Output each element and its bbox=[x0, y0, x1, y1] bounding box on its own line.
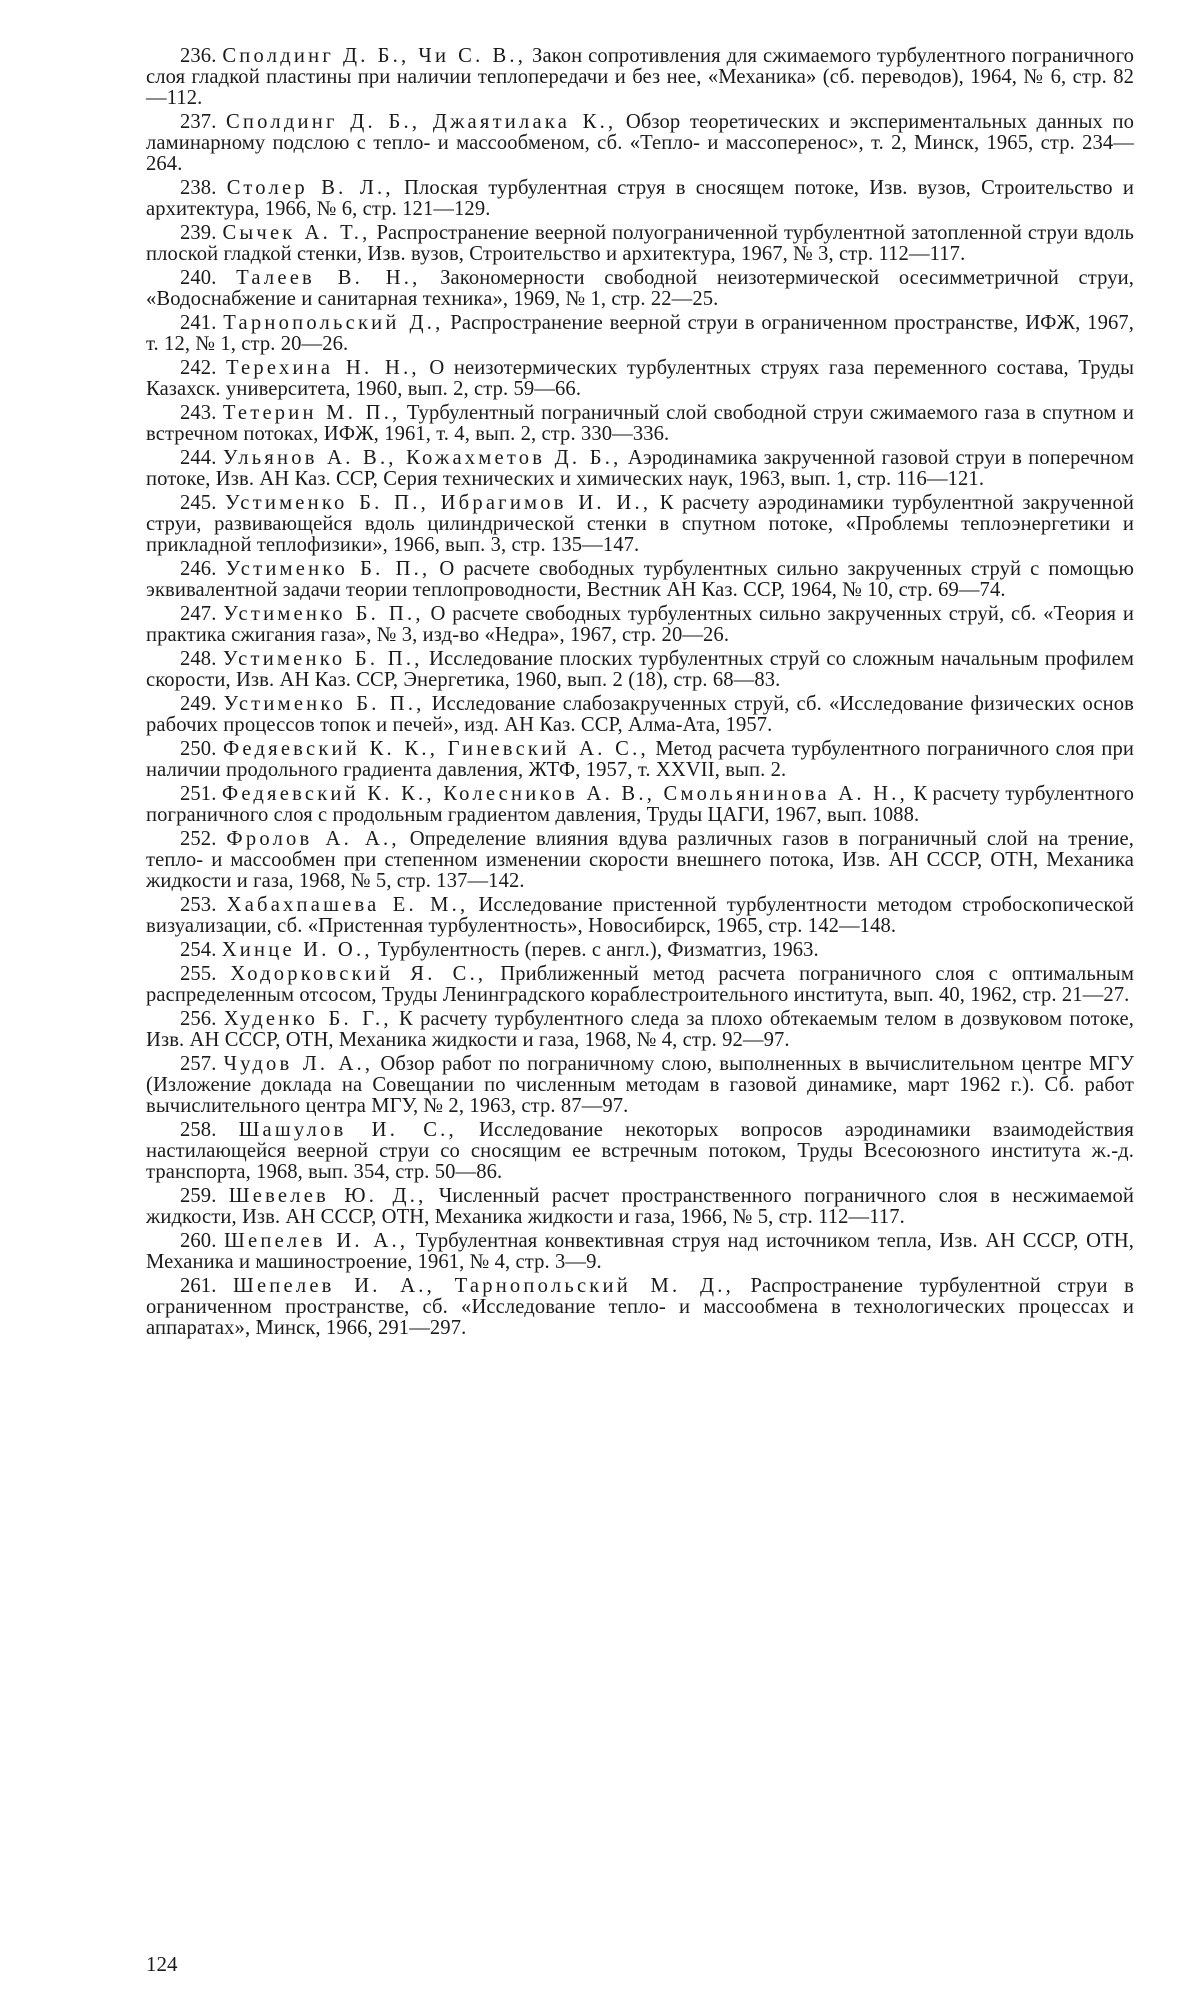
reference-authors: Устименко Б. П., bbox=[223, 693, 425, 715]
reference-entry bbox=[146, 1009, 1134, 1051]
reference-entry bbox=[146, 178, 1134, 220]
reference-entry bbox=[146, 829, 1134, 892]
reference-authors: Тетерин М. П., bbox=[222, 402, 401, 424]
reference-authors: Худенко Б. Г., bbox=[223, 1008, 392, 1030]
reference-authors: Устименко Б. П., bbox=[222, 648, 423, 670]
reference-text: О расчете свободных турбулентных сильно закрученных струй, сб. «Теория и практика сжигания газа», № 3, изд-во «Недра», 1967, стр. 20—26. bbox=[146, 603, 1135, 646]
reference-authors: Шашулов И. С., bbox=[238, 1119, 457, 1141]
reference-text: Обзор работ по пограничному слою, выполненных в вычислительном центре МГУ (Изложение доклада на Совещании по численным методам в газовой динамике, март 1962 г.). Сб. работ вычислительного центра МГУ, № 2, 1963, стр. 87—97. bbox=[146, 1053, 1135, 1117]
reference-authors: Устименко Б. П., Ибрагимов И. И., bbox=[225, 492, 652, 514]
reference-text: Турбулентность (перев. с англ.), Физматгиз, 1963. bbox=[377, 939, 819, 961]
reference-entry bbox=[146, 1186, 1134, 1228]
reference-authors: Ульянов А. В., Кожахметов Д. Б., bbox=[222, 447, 622, 469]
reference-text: К расчету аэродинамики турбулентной закрученной струи, развивающейся вдоль цилиндрической стенки в спутном потоке, «Проблемы теплоэнергетики и прикладной теплофизики», 1966, вып. 3, стр. 135—147. bbox=[146, 492, 1134, 556]
reference-text: О неизотермических турбулентных струях газа переменного состава, Труды Казахск. университета, 1960, вып. 2, стр. 59—66. bbox=[146, 357, 1135, 400]
reference-text: Исследование плоских турбулентных струй со сложным начальным профилем скорости, Изв. АН Каз. ССР, Энергетика, 1960, вып. 2 (18), стр. 68—83. bbox=[146, 648, 1135, 691]
reference-authors: Сычек А. Т., bbox=[222, 222, 371, 244]
reference-text: Обзор теоретических и экспериментальных данных по ламинарному подслою с тепло- и массообменом, сб. «Тепло- и массоперенос», т. 2, Минск, 1965, стр. 234—264. bbox=[146, 111, 1134, 175]
reference-entry bbox=[146, 46, 1134, 109]
reference-entry bbox=[146, 223, 1134, 265]
reference-number: 246. bbox=[180, 558, 217, 580]
reference-text: Исследование слабозакрученных струй, сб. «Исследование физических основ рабочих процессов топок и печей», изд. АН Каз. ССР, Алма-Ата, 1957. bbox=[146, 693, 1135, 736]
reference-authors: Хабахпашева Е. М., bbox=[226, 894, 469, 916]
reference-text: Закон сопротивления для сжимаемого турбулентного пограничного слоя гладкой пластины при наличии теплопередачи и без нее, «Механика» (сб. переводов), 1964, № 6, стр. 82—112. bbox=[146, 45, 1135, 109]
reference-number: 259. bbox=[180, 1185, 217, 1207]
reference-authors: Устименко Б. П., bbox=[223, 603, 424, 625]
reference-text: Исследование пристенной турбулентности методом стробоскопической визуализации, сб. «Пристенная турбулентность», Новосибирск, 1965, стр. 142—148. bbox=[146, 894, 1135, 937]
reference-authors: Тарнопольский Д., bbox=[223, 312, 444, 334]
reference-list bbox=[146, 46, 1134, 1339]
reference-authors: Федяевский К. К., Гиневский А. С., bbox=[222, 738, 649, 760]
reference-entry bbox=[146, 1231, 1134, 1273]
reference-entry bbox=[146, 1054, 1134, 1117]
reference-entry bbox=[146, 403, 1134, 445]
reference-number: 261. bbox=[180, 1275, 217, 1297]
reference-number: 245. bbox=[180, 492, 217, 514]
reference-text: Турбулентная конвективная струя над источником тепла, Изв. АН СССР, ОТН, Механика и машиностроение, 1961, № 4, стр. 3—9. bbox=[146, 1230, 1134, 1273]
reference-text: Распространение веерной полуограниченной турбулентной затопленной струи вдоль плоской гладкой стенки, Изв. вузов, Строительство и архитектура, 1967, № 3, стр. 112—117. bbox=[146, 222, 1135, 265]
reference-authors: Чудов Л. А., bbox=[223, 1053, 374, 1075]
reference-text: Плоская турбулентная струя в сносящем потоке, Изв. вузов, Строительство и архитектура, 1966, № 6, стр. 121—129. bbox=[146, 177, 1135, 220]
reference-number: 239. bbox=[180, 222, 217, 244]
reference-entry bbox=[146, 268, 1134, 310]
reference-text: Распространение веерной струи в ограниченном пространстве, ИФЖ, 1967, т. 12, № 1, стр. 20—26. bbox=[146, 312, 1135, 355]
reference-text: К расчету турбулентного следа за плохо обтекаемым телом в дозвуковом потоке, Изв. АН СССР, ОТН, Механика жидкости и газа, 1968, № 4, стр. 92—97. bbox=[146, 1008, 1134, 1051]
reference-entry bbox=[146, 784, 1134, 826]
reference-authors: Сполдинг Д. Б., Джаятилака К., bbox=[226, 111, 617, 133]
reference-text: Метод расчета турбулентного пограничного слоя при наличии продольного градиента давления, ЖТФ, 1957, т. XXVII, вып. 2. bbox=[146, 738, 1134, 781]
reference-number: 236. bbox=[180, 45, 217, 67]
reference-number: 237. bbox=[180, 111, 217, 133]
reference-number: 254. bbox=[180, 939, 217, 961]
reference-authors: Столер В. Л., bbox=[226, 177, 394, 199]
reference-entry bbox=[146, 694, 1134, 736]
reference-text: Приближенный метод расчета пограничного слоя с оптимальным распределенным отсосом, Труды Ленинградского кораблестроительного института, вып. 40, 1962, стр. 21—27. bbox=[146, 963, 1134, 1006]
page-number: 124 bbox=[146, 1952, 178, 1976]
reference-number: 255. bbox=[180, 963, 217, 985]
reference-entry bbox=[146, 895, 1134, 937]
reference-number: 257. bbox=[180, 1053, 217, 1075]
reference-number: 247. bbox=[180, 603, 217, 625]
reference-text: Исследование некоторых вопросов аэродинамики взаимодействия настилающейся веерной струи со сносящим ее встречным потоком, Труды Всесоюзного института ж.-д. транспорта, 1968, вып. 354, стр. 50—86. bbox=[146, 1119, 1134, 1183]
reference-text: Турбулентный пограничный слой свободной струи сжимаемого газа в спутном и встречном потоках, ИФЖ, 1961, т. 4, вып. 2, стр. 330—336. bbox=[146, 402, 1135, 445]
reference-text: К расчету турбулентного пограничного слоя с продольным градиентом давления, Труды ЦАГИ, 1967, вып. 1088. bbox=[146, 783, 1135, 826]
reference-entry bbox=[146, 940, 1134, 961]
reference-authors: Хинце И. О., bbox=[221, 939, 373, 961]
reference-entry bbox=[146, 358, 1134, 400]
reference-authors: Терехина Н. Н., bbox=[226, 357, 420, 379]
reference-text: Определение влияния вдува различных газов в пограничный слой на трение, тепло- и массообмен при степенном изменении скорости внешнего потока, Изв. АН СССР, ОТН, Механика жидкости и газа, 1968, № 5, стр. 137—142. bbox=[146, 828, 1135, 892]
reference-authors: Федяевский К. К., Колесников А. В., Смольянинова А. Н., bbox=[221, 783, 908, 805]
reference-entry bbox=[146, 313, 1134, 355]
reference-number: 249. bbox=[180, 693, 217, 715]
reference-authors: Талеев В. Н., bbox=[236, 267, 421, 289]
reference-entry bbox=[146, 493, 1134, 556]
reference-authors: Фролов А. А., bbox=[226, 828, 400, 850]
reference-authors: Шепелев И. А., Тарнопольский М. Д., bbox=[232, 1275, 734, 1297]
reference-authors: Сполдинг Д. Б., Чи С. В., bbox=[222, 45, 527, 67]
reference-entry bbox=[146, 649, 1134, 691]
reference-number: 238. bbox=[180, 177, 217, 199]
reference-authors: Ходорковский Я. С., bbox=[230, 963, 487, 985]
reference-number: 253. bbox=[180, 894, 217, 916]
reference-entry bbox=[146, 964, 1134, 1006]
reference-number: 248. bbox=[180, 648, 217, 670]
reference-authors: Шевелев Ю. Д., bbox=[228, 1185, 427, 1207]
reference-entry bbox=[146, 448, 1134, 490]
reference-entry bbox=[146, 739, 1134, 781]
reference-number: 252. bbox=[180, 828, 217, 850]
reference-text: Численный расчет пространственного пограничного слоя в несжимаемой жидкости, Изв. АН СССР, ОТН, Механика жидкости и газа, 1966, № 5, стр. 112—117. bbox=[146, 1185, 1134, 1228]
reference-text: О расчете свободных турбулентных сильно закрученных струй с помощью эквивалентной задачи теории теплопроводности, Вестник АН Каз. ССР, 1964, № 10, стр. 69—74. bbox=[146, 558, 1135, 601]
reference-number: 242. bbox=[180, 357, 217, 379]
reference-entry bbox=[146, 1276, 1134, 1339]
reference-number: 241. bbox=[180, 312, 217, 334]
reference-entry bbox=[146, 604, 1134, 646]
reference-number: 244. bbox=[180, 447, 217, 469]
reference-authors: Устименко Б. П., bbox=[225, 558, 431, 580]
reference-text: Закономерности свободной неизотермической осесимметричной струи, «Водоснабжение и санитарная техника», 1969, № 1, стр. 22—25. bbox=[146, 267, 1135, 310]
reference-number: 250. bbox=[180, 738, 217, 760]
reference-authors: Шепелев И. А., bbox=[224, 1230, 409, 1252]
reference-number: 256. bbox=[180, 1008, 217, 1030]
reference-entry bbox=[146, 1120, 1134, 1183]
reference-text: Аэродинамика закрученной газовой струи в поперечном потоке, Изв. АН Каз. ССР, Серия технических и химических наук, 1963, вып. 1, стр. 116—121. bbox=[146, 447, 1134, 490]
reference-text: Распространение турбулентной струи в ограниченном пространстве, сб. «Исследование тепло- и массообмена в технологических процессах и аппаратах», Минск, 1966, 291—297. bbox=[146, 1275, 1134, 1339]
reference-entry bbox=[146, 112, 1134, 175]
reference-number: 260. bbox=[180, 1230, 217, 1252]
reference-entry bbox=[146, 559, 1134, 601]
reference-number: 251. bbox=[180, 783, 217, 805]
reference-number: 240. bbox=[180, 267, 217, 289]
reference-number: 258. bbox=[180, 1119, 217, 1141]
reference-number: 243. bbox=[180, 402, 217, 424]
